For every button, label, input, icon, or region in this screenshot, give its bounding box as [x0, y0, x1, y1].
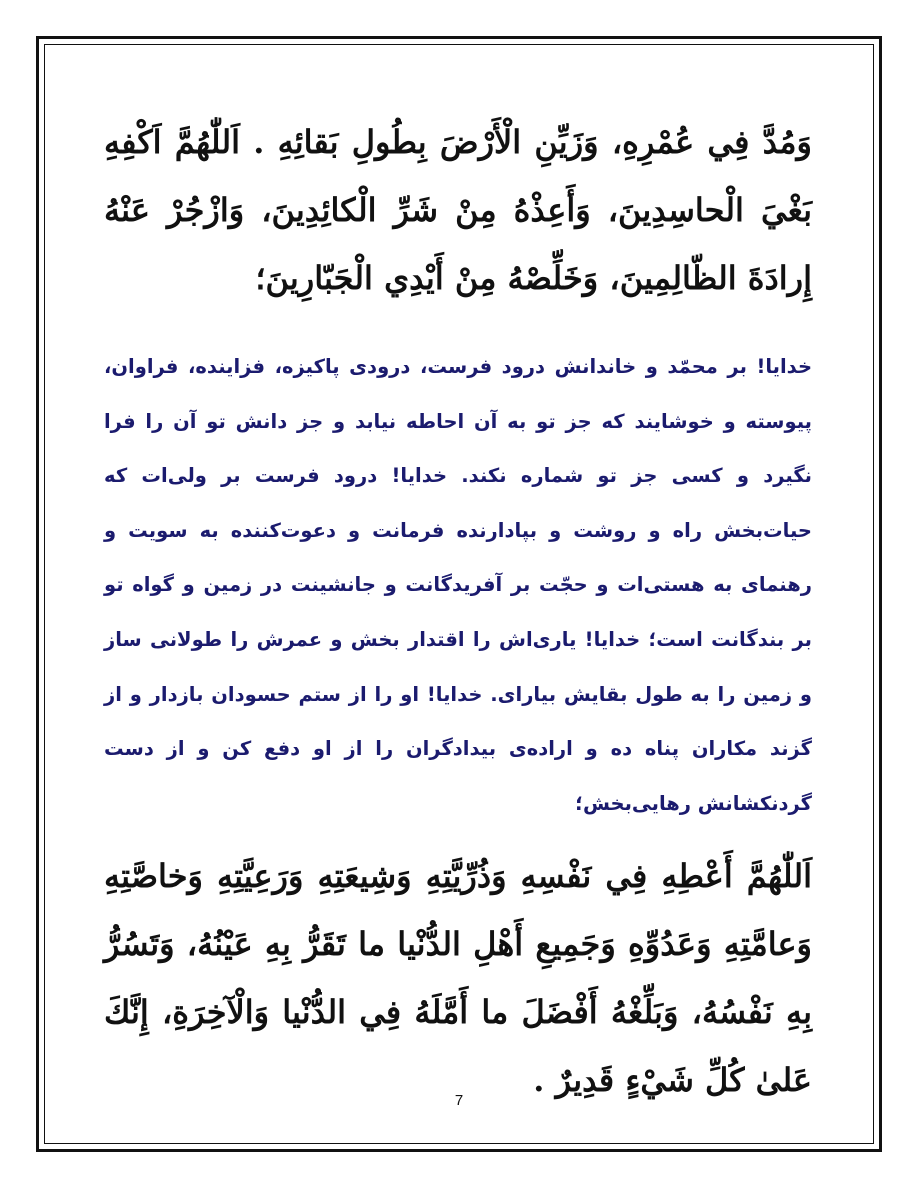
- arabic-text-top: وَمُدَّ فِي عُمْرِهِ، وَزَيِّنِ الْأَرْضَ بِطُولِ بَقائِهِ . اَللّٰهُمَّ اَكْفِهِ بَغْيَ الْحاسِدِينَ، وَأَعِذْهُ مِنْ شَرِّ الْكائِدِينَ، وَازْجُرْ عَنْهُ إِرادَةَ الظّالِمِينَ، وَخَلِّصْهُ مِنْ أَيْدِي الْجَبّارِينَ؛: [104, 123, 812, 297]
- persian-translation: خدایا! بر محمّد و خاندانش درود فرست، درودی پاکیزه، فزاینده، فراوان، پیوسته و خوشایند که جز تو به آن احاطه نیابد و جز دانش تو آن را فرا نگیرد و کسی جز تو شماره نکند. خدایا! درود فرست بر ولی‌ات که حیات‌بخش راه و روشت و بپادارنده فرمانت و دعوت‌کننده به سویت و رهنمای به هستی‌ات و حجّت بر آفریدگانت و جانشینت در زمین و گواه تو بر بندگانت است؛ خدایا! یاری‌اش را اقتدار بخش و عمرش را طولانی ساز و زمین را به طول بقایش بیارای. خدایا! او را از ستم حسودان بازدار و از گزند مکاران پناه ده و اراده‌ی بیدادگران را از او دفع کن و از دست گردنکشانش رهایی‌بخش؛: [104, 355, 812, 815]
- page-number: 7: [454, 1092, 464, 1109]
- arabic-text-bottom: اَللّٰهُمَّ أَعْطِهِ فِي نَفْسِهِ وَذُرِّيَّتِهِ وَشِيعَتِهِ وَرَعِيَّتِهِ وَخاصَّتِهِ وَعامَّتِهِ وَعَدُوِّهِ وَجَمِيعِ أَهْلِ الدُّنْيا ما تَقَرُّ بِهِ عَيْنُهُ، وَتَسُرُّ بِهِ نَفْسُهُ، وَبَلِّغْهُ أَفْضَلَ ما أَمَّلَهُ فِي الدُّنْيا وَالْآخِرَةِ، إِنَّكَ عَلىٰ كُلِّ شَيْءٍ قَدِيرٌ .: [104, 857, 813, 1099]
